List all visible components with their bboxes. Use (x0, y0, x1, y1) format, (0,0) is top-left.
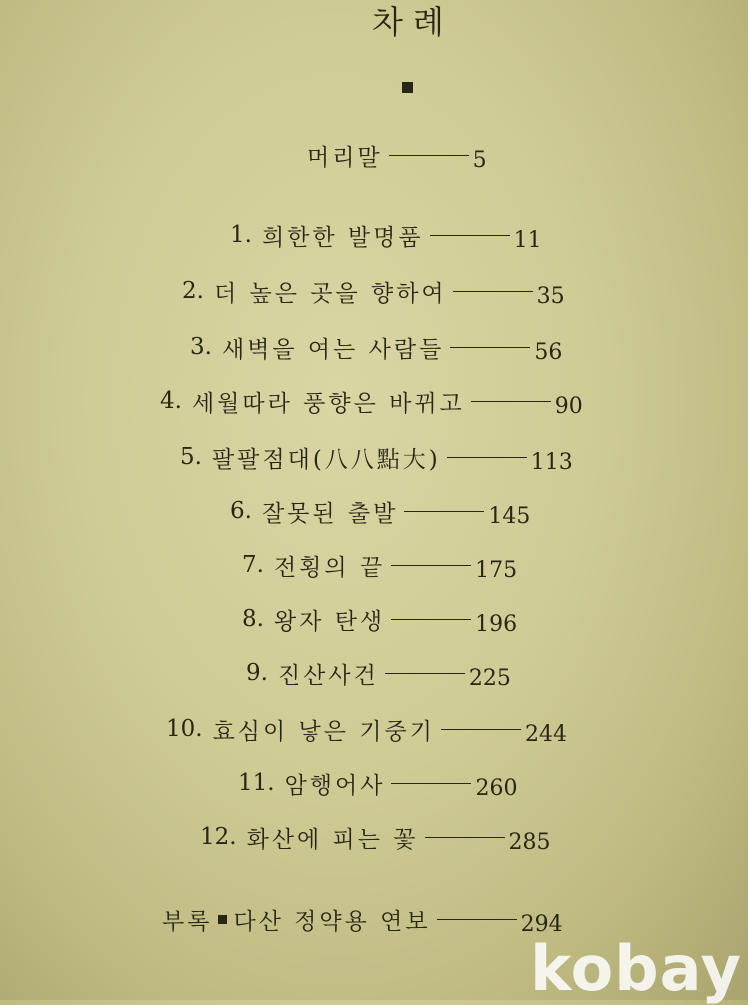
toc-entry-text: 다산 정약용 연보 (233, 908, 431, 935)
toc-page-number: 294 (520, 911, 563, 937)
toc-page-number: 225 (468, 665, 511, 691)
toc-page-number: 260 (475, 775, 518, 801)
appendix-label: 부록 (162, 908, 213, 935)
leader-line (453, 291, 533, 292)
toc-entry-text: 새벽을 여는 사람들 (221, 336, 445, 363)
toc-entry-text: 효심이 낳은 기중기 (212, 718, 435, 745)
leader-line (450, 347, 530, 348)
toc-entry-text: 왕자 탄생 (273, 608, 386, 635)
toc-entry-number: 12. (200, 824, 237, 850)
toc-entry (246, 656, 511, 690)
toc-entry-number: 8. (242, 606, 264, 632)
toc-entry-text: 희한한 발명품 (261, 224, 424, 251)
toc-entry-number: 2. (182, 278, 204, 304)
square-ornament (402, 82, 413, 93)
leader-line (441, 729, 521, 730)
leader-line (447, 457, 527, 458)
leader-line (385, 673, 465, 674)
toc-entry (242, 602, 517, 636)
toc-entry-appendix (162, 902, 563, 936)
toc-page-number: 56 (534, 339, 563, 365)
toc-entry-number: 1. (230, 222, 252, 248)
toc-page-number: 145 (488, 503, 531, 529)
toc-entry (160, 384, 583, 418)
toc-entry-text: 전횡의 끝 (273, 554, 386, 581)
toc-entry-text: 머리말 (307, 144, 383, 171)
toc-entry-number: 11. (238, 770, 275, 796)
toc-entry (238, 766, 517, 800)
toc-page-number: 175 (475, 557, 518, 583)
toc-page-number: 90 (554, 393, 583, 419)
toc-page-number: 244 (524, 721, 567, 747)
toc-entry-text: 진산사건 (277, 662, 379, 689)
toc-entry-number: 3. (190, 334, 212, 360)
toc-page-number: 11 (513, 227, 542, 253)
toc-page-number: 285 (508, 829, 551, 855)
leader-line (437, 919, 517, 920)
toc-entry-text: 더 높은 곳을 향하여 (213, 280, 447, 307)
toc-entry (182, 274, 565, 308)
page-title: 차례 (372, 3, 454, 41)
toc-page-number: 196 (475, 611, 518, 637)
toc-entry (230, 494, 530, 528)
toc-entry-preface (307, 138, 487, 172)
toc-entry-text: 세월따라 풍향은 바뀌고 (191, 390, 465, 417)
toc-entry-number: 10. (166, 716, 203, 742)
leader-line (404, 511, 484, 512)
leader-line (471, 401, 551, 402)
leader-line (389, 155, 469, 156)
leader-line (430, 235, 510, 236)
toc-entry-number: 7. (242, 552, 264, 578)
leader-line (391, 783, 471, 784)
toc-entry (166, 712, 567, 746)
toc-entry-number: 4. (160, 388, 182, 414)
toc-entry-number: 5. (180, 444, 202, 470)
toc-entry (180, 440, 573, 474)
watermark-logo: kobay (530, 932, 742, 1005)
leader-line (391, 565, 471, 566)
toc-entry-text: 팔팔점대(八八點大) (211, 446, 441, 473)
toc-entry-text: 암행어사 (284, 772, 386, 799)
toc-entry-number: 6. (230, 498, 252, 524)
toc-page-number: 113 (530, 449, 573, 475)
toc-entry-number: 9. (246, 660, 268, 686)
leader-line (391, 619, 471, 620)
toc-entry (242, 548, 517, 582)
leader-line (425, 837, 505, 838)
square-ornament (218, 915, 227, 924)
toc-entry (200, 820, 551, 854)
toc-entry-text: 잘못된 출발 (261, 500, 399, 527)
toc-page-number: 5 (472, 147, 487, 173)
toc-entry (230, 218, 542, 252)
toc-page-number: 35 (536, 283, 565, 309)
toc-entry (190, 330, 562, 364)
toc-entry-text: 화산에 피는 꽃 (246, 826, 419, 853)
